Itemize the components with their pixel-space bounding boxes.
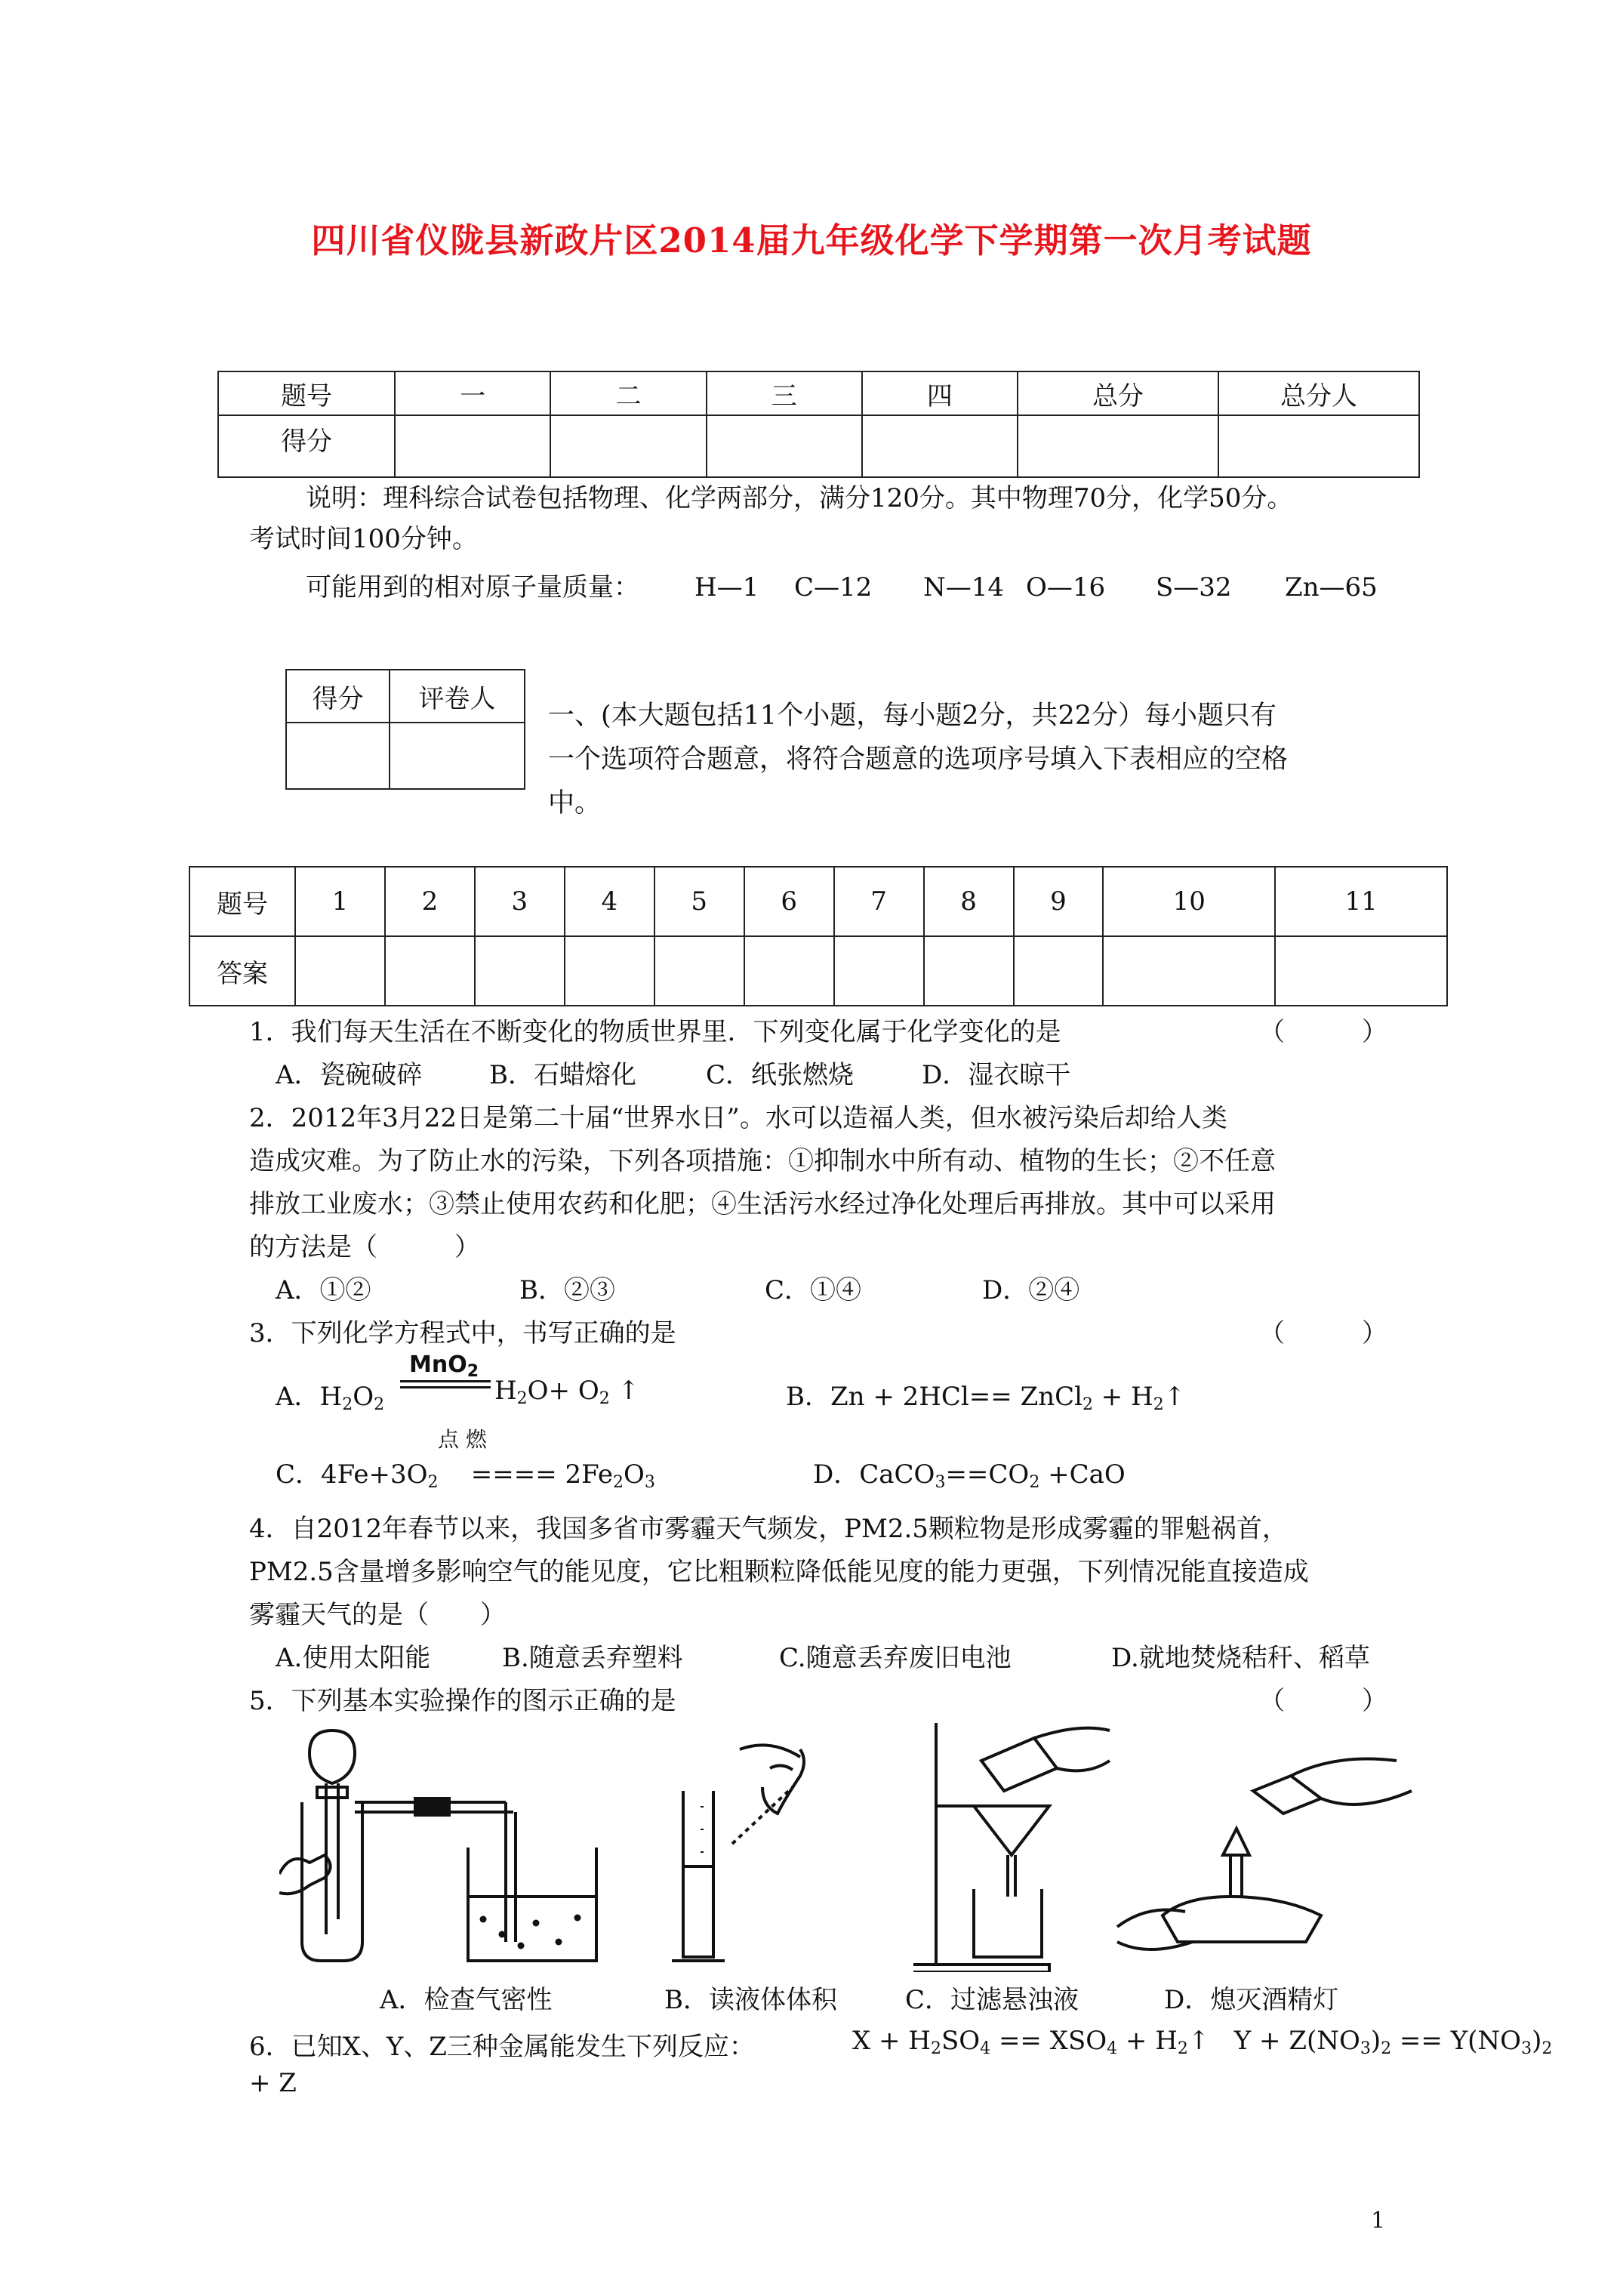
answer-number: 5 [654,867,744,936]
q3-stem: 3．下列化学方程式中，书写正确的是 [249,1318,676,1348]
q3-option-a-left: A．$H_2O_2$ [276,1382,385,1414]
q1-option-d: D．湿衣晾干 [922,1060,1071,1090]
q2-line2: 造成灾难。为了防止水的污染，下列各项措施：①抑制水中所有动、植物的生长；②不任意 [249,1146,1276,1176]
q5-caption-c: C．过滤悬浊液 [905,1985,1079,2015]
answer-cell[interactable] [565,936,654,1006]
score-cell[interactable] [550,415,706,477]
q3-arrow-line [400,1380,491,1382]
answer-cell[interactable] [924,936,1014,1006]
q5-caption-b: B．读液体体积 [664,1985,837,2015]
q2-line1: 2．2012年3月22日是第二十届“世界水日”。水可以造福人类，但水被污染后却给人类 [249,1103,1227,1133]
grader-box [285,669,525,790]
score-cell[interactable] [1018,415,1218,477]
section1-line3: 中。 [548,788,602,818]
notes-line2: 考试时间100分钟。 [249,524,478,554]
grader-score-label: 得分 [286,670,390,723]
filtration-figure [913,1723,1110,1972]
answer-number: 11 [1275,867,1447,936]
answer-cell[interactable] [744,936,834,1006]
score-row-label: 得分 [218,415,395,477]
score-header-cell: 总分 [1018,371,1218,415]
answer-cell[interactable] [1275,936,1447,1006]
score-cell[interactable] [862,415,1018,477]
score-cell[interactable] [707,415,862,477]
answer-row-label: 答案 [189,936,295,1006]
answer-cell[interactable] [475,936,565,1006]
answer-number: 3 [475,867,565,936]
q3-option-a-right: $H_2O+ O_2$ ↑ [494,1376,639,1408]
page-title: 四川省仪陇县新政片区2014届九年级化学下学期第一次月考试题 [311,220,1312,260]
page-number: 1 [1371,2208,1386,2234]
answer-table [189,866,1448,1006]
q4-line2: PM2.5含量增多影响空气的能见度，它比粗颗粒降低能见度的能力更强，下列情况能直接造成 [249,1557,1309,1587]
q2-option-b: B．②③ [519,1275,615,1305]
grader-name-label: 评卷人 [390,670,525,723]
atomic-mass: Zn—65 [1285,572,1378,603]
score-cell[interactable] [395,415,550,477]
q2-option-d: D．②④ [982,1275,1080,1305]
grader-name-cell[interactable] [390,723,525,789]
q5-caption-d: D．熄灭酒精灯 [1164,1985,1339,2015]
score-header-cell: 题号 [218,371,395,415]
q3-ignite: 点 燃 [438,1427,487,1452]
q6-reaction1: $X + H_2SO_4 == XSO_4$ + $H_2↑$ $Y + Z(NO_3)_2 == Y(NO_3)_2$ [852,2026,1553,2058]
atomic-mass: H—1 [694,572,759,603]
answer-number: 4 [565,867,654,936]
q2-line4: 的方法是（ ） [249,1232,480,1262]
q4-option-d: D.就地焚烧秸秆、稻草 [1111,1643,1370,1673]
q2-option-a: A．①② [276,1275,371,1305]
answer-number: 7 [834,867,924,936]
grader-score-cell[interactable] [286,723,390,789]
q3-option-b: B．Zn + 2HCl== ZnCl$_2$ + $H_2↑$ [786,1382,1186,1414]
airtightness-figure [279,1730,596,1961]
score-cell[interactable] [1218,415,1419,477]
q4-option-a: A.使用太阳能 [276,1643,431,1673]
q5-caption-a: A．检查气密性 [380,1985,553,2015]
q5-bracket: （ ） [1259,1686,1387,1716]
q1-option-c: C．纸张燃烧 [706,1060,855,1090]
q4-line3: 雾霾天气的是（ ） [249,1600,506,1630]
q4-line1: 4．自2012年春节以来，我国多省市雾霾天气频发，PM2.5颗粒物是形成雾霾的罪魁祸首， [249,1514,1288,1544]
section1-line1: 一、(本大题包括11个小题，每小题2分，共22分）每小题只有 [548,701,1277,731]
atomic-label: 可能用到的相对原子量质量： [306,572,639,603]
q3-arrow-line [400,1386,491,1388]
atomic-mass: S—32 [1156,572,1232,603]
q3-option-d: D．$CaCO_3==CO_2 +CaO$ [813,1459,1126,1492]
notes-line1: 说明：理科综合试卷包括物理、化学两部分，满分120分。其中物理70分，化学50分。 [306,483,1293,513]
q6-reaction1-cont: + Z [249,2068,297,2098]
q1-option-a: A．瓷碗破碎 [276,1060,423,1090]
answer-cell[interactable] [1103,936,1275,1006]
q1-stem: 1．我们每天生活在不断变化的物质世界里．下列变化属于化学变化的是 [249,1017,1061,1047]
atomic-mass: O—16 [1026,572,1106,603]
answer-cell[interactable] [654,936,744,1006]
atomic-mass: C—12 [794,572,873,603]
score-header-cell: 一 [395,371,550,415]
score-header-cell: 二 [550,371,706,415]
answer-cell[interactable] [385,936,475,1006]
q2-line3: 排放工业废水；③禁止使用农药和化肥；④生活污水经过净化处理后再排放。其中可以采用 [249,1189,1276,1219]
q1-bracket: （ ） [1259,1017,1387,1047]
atomic-mass: N—14 [923,572,1005,603]
alcohol-lamp-figure [1117,1759,1412,1950]
q3-option-c: C．$4Fe+3O_2$ ==== $2Fe_2O_3$ [276,1459,655,1492]
score-table [217,371,1420,478]
q1-option-b: B．石蜡熔化 [489,1060,636,1090]
answer-number: 2 [385,867,475,936]
answer-cell[interactable] [295,936,385,1006]
q4-option-b: B.随意丢弃塑料 [502,1643,683,1673]
answer-number: 8 [924,867,1014,936]
score-header-cell: 四 [862,371,1018,415]
q3-bracket: （ ） [1259,1318,1387,1348]
score-header-cell: 总分人 [1218,371,1419,415]
answer-number: 1 [295,867,385,936]
q5-stem: 5．下列基本实验操作的图示正确的是 [249,1686,676,1716]
answer-number: 10 [1103,867,1275,936]
answer-header-label: 题号 [189,867,295,936]
q4-option-c: C.随意丢弃废旧电池 [779,1643,1012,1673]
q3-catalyst: MnO$_2$ [409,1351,479,1381]
q5-figures [279,1715,1472,1972]
section1-line2: 一个选项符合题意，将符合题意的选项序号填入下表相应的空格 [548,744,1289,775]
q2-option-c: C．①④ [765,1275,862,1305]
answer-cell[interactable] [834,936,924,1006]
answer-cell[interactable] [1014,936,1104,1006]
answer-number: 6 [744,867,834,936]
q6-stem: 6．已知X、Y、Z三种金属能发生下列反应： [249,2032,755,2062]
score-header-cell: 三 [707,371,862,415]
reading-volume-figure [672,1745,804,1961]
answer-number: 9 [1014,867,1104,936]
